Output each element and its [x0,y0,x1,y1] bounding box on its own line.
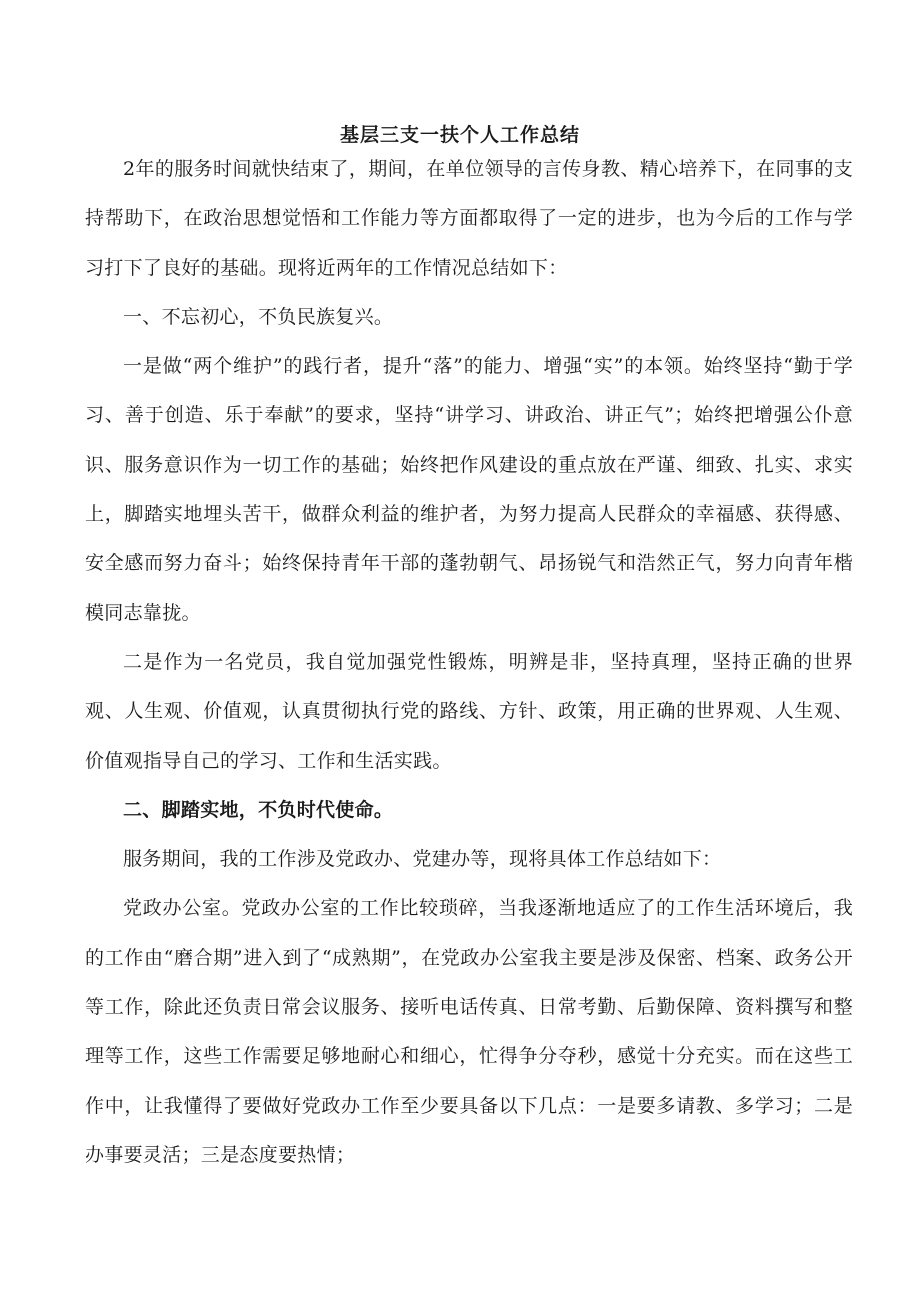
document-body [85,145,853,1180]
section-heading-2: 二、脚踏实地，不负时代使命。 [123,798,394,821]
document-title: 基层三支一扶个人工作总结 [339,124,580,146]
body-paragraph: 服务期间，我的工作涉及党政办、党建办等，现将具体工作总结如下： [123,848,722,871]
intro-paragraph: 2年的服务时间就快结束了，期间，在单位领导的言传身教、精心培养下，在同事的支持帮助下，在政治思想觉悟和工作能力等方面都取得了一定的进步，也为今后的工作与学习打下了良好的基础。现将近两年的工作情况总结如下： [85,158,853,279]
body-paragraph: 党政办公室。党政办公室的工作比较琐碎，当我逐渐地适应了的工作生活环境后，我的工作由“磨合期”进入到了“成熟期”，在党政办公室我主要是涉及保密、档案、政务公开等工作，除此还负责日常会议服务、接听电话传真、日常考勤、后勤保障、资料撰写和整理等工作，这些工作需要足够地耐心和细心，忙得争分夺秒，感觉十分充实。而在这些工作中，让我懂得了要做好党政办工作至少要具备以下几点：一是要多请教、多学习；二是办事要灵活；三是态度要热情； [85,897,853,1166]
body-paragraph: 一是做“两个维护”的践行者，提升“落”的能力、增强“实”的本领。始终坚持“勤于学习、善于创造、乐于奉献”的要求，坚持“讲学习、讲政治、讲正气”；始终把增强公仆意识、服务意识作为一切工作的基础；始终把作风建设的重点放在严谨、细致、扎实、求实上，脚踏实地埋头苦干，做群众利益的维护者，为努力提高人民群众的幸福感、获得感、安全感而努力奋斗；始终保持青年干部的蓬勃朝气、昂扬锐气和浩然正气，努力向青年楷模同志靠拢。 [85,355,853,624]
section-heading-1: 一、不忘初心，不负民族复兴。 [123,305,394,328]
body-paragraph: 二是作为一名党员，我自觉加强党性锻炼，明辨是非，坚持真理，坚持正确的世界观、人生观、价值观，认真贯彻执行党的路线、方针、政策，用正确的世界观、人生观、价值观指导自己的学习、工作和生活实践。 [85,650,853,772]
